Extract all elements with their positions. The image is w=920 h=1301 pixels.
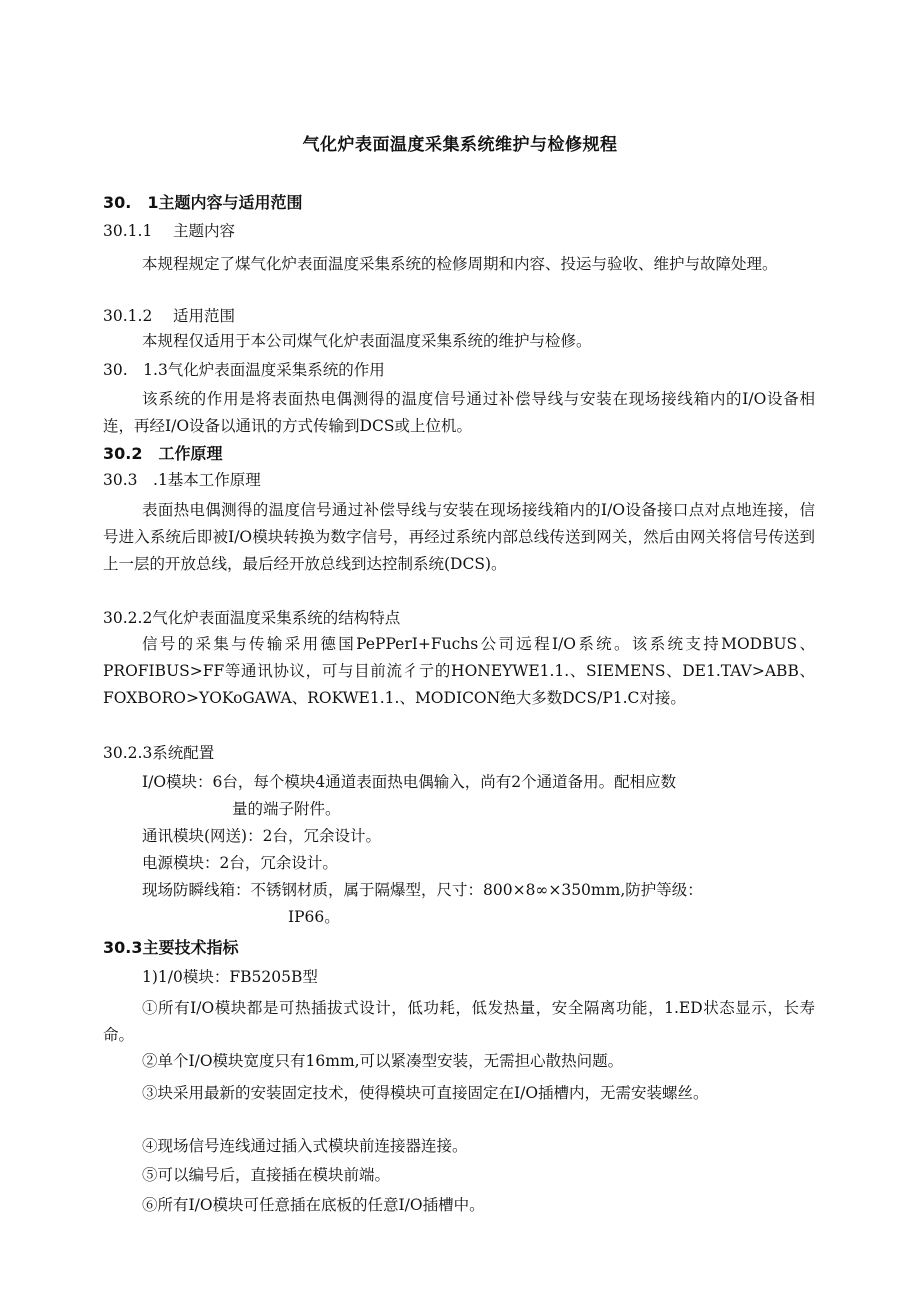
- paragraph-applicability: 本规程仅适用于本公司煤气化炉表面温度采集系统的维护与检修。: [142, 332, 592, 350]
- section-heading-specs: 30.3主要技术指标: [103, 938, 239, 957]
- config-power-line: 电源模块：2台，冗余设计。: [142, 854, 338, 872]
- spec-item-6: ⑥所有I/O模块可任意插在底板的任意I/O插槽中。: [142, 1196, 485, 1214]
- spec-item-4: ④现场信号连线通过插入式模块前连接器连接。: [142, 1137, 468, 1155]
- paragraph-structure: 信号的采集与传输采用德国PePPerI+Fuchs公司远程I/O系统。该系统支持MODBUS、PROFIBUS>FF等通讯协议，可与目前流彳亍的HONEYWE1.1.、SIEMENS、DE1.TAV>ABB、FOXBORO>YOKoGAWA、ROKWE1.1.、MODICON绝大多数DCS/P1.C对接。: [103, 635, 815, 707]
- paragraph-basic-principle: 表面热电偶测得的温度信号通过补偿导线与安装在现场接线箱内的I/O设备接口点对点地连接，信号进入系统后即被I/O模块转换为数字信号，再经过系统内部总线传送到网关，然后由网关将信号传送到上一层的开放总线，最后经开放总线到达控制系统(DCS)。: [103, 501, 815, 573]
- document-title: 气化炉表面温度采集系统维护与检修规程: [302, 135, 618, 155]
- subsection-title: 主题内容: [173, 222, 236, 240]
- spec-item-3: ③块采用最新的安装固定技术，使得模块可直接固定在I/O插槽内，无需安装螺丝。: [142, 1084, 709, 1102]
- subsection-number: 30.1.1: [103, 222, 153, 240]
- subsection-number: 30.1.2: [103, 307, 153, 325]
- config-box-line: 现场防瞬线箱：不锈钢材质，属于隔爆型，尺寸：800×8∞×350mm,防护等级：: [142, 881, 703, 899]
- section-heading-scope: 30. 1主题内容与适用范围: [103, 193, 303, 212]
- paragraph-system-role: 该系统的作用是将表面热电偶测得的温度信号通过补偿导线与安装在现场接线箱内的I/O设备相连，再经I/O设备以通讯的方式传输到DCS或上位机。: [103, 390, 815, 435]
- spec-item-5: ⑤可以编号后，直接插在模块前端。: [142, 1166, 391, 1184]
- subsection-basic-principle: 30.3 .1基本工作原理: [103, 471, 261, 489]
- subsection-title: 适用范围: [173, 307, 236, 325]
- subsection-structure: 30.2.2气化炉表面温度采集系统的结构特点: [103, 609, 401, 627]
- spec-model: 1)1/0模块：FB5205B型: [142, 968, 318, 986]
- paragraph-main-content: 本规程规定了煤气化炉表面温度采集系统的检修周期和内容、投运与验收、维护与故障处理。: [142, 255, 778, 273]
- config-comm-line: 通讯模块(网送)：2台，冗余设计。: [142, 827, 381, 845]
- config-box-line-cont: IP66。: [288, 908, 340, 926]
- subsection-main-content: [103, 219, 235, 241]
- section-heading-principle: 30.2 工作原理: [103, 444, 223, 463]
- config-io-line: I/O模块：6台，每个模块4通道表面热电偶输入，尚有2个通道备用。配相应数: [142, 773, 677, 791]
- subsection-system-role: 30. 1.3气化炉表面温度采集系统的作用: [103, 361, 385, 379]
- subsection-config: 30.2.3系统配置: [103, 744, 215, 762]
- spec-item-1: ①所有I/O模块都是可热插拔式设计，低功耗，低发热量，安全隔离功能，1.ED状态显示，长寿命。: [103, 999, 815, 1044]
- spec-item-2: ②单个I/O模块宽度只有16mm,可以紧凑型安装，无需担心散热问题。: [142, 1052, 624, 1070]
- subsection-applicability: [103, 304, 235, 326]
- config-io-line-cont: 量的端子附件。: [232, 800, 341, 818]
